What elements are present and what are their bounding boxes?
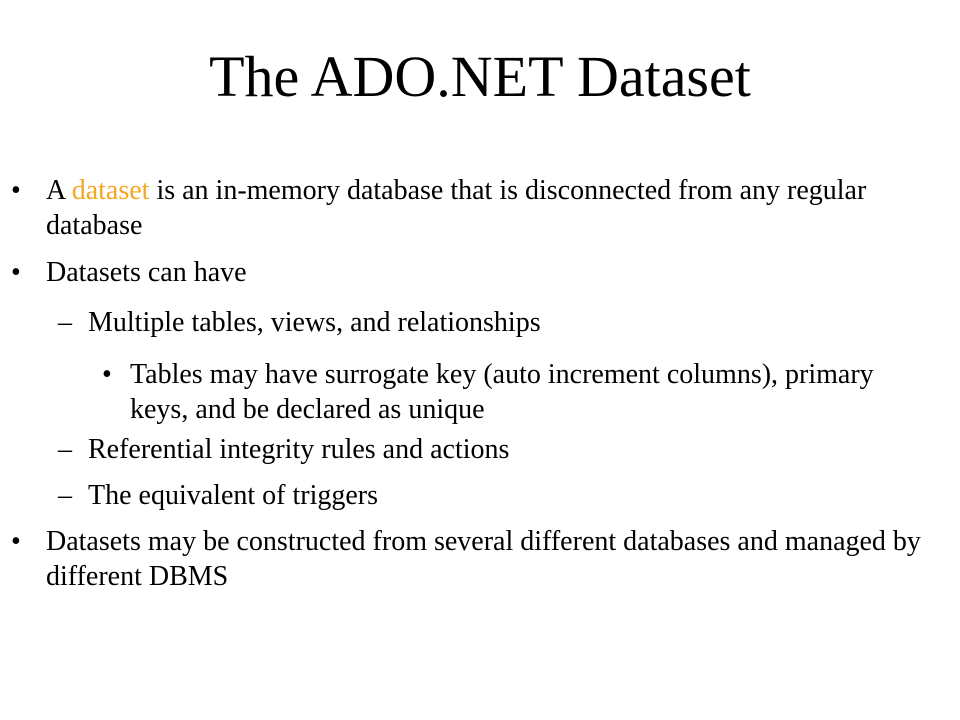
bullet-marker: • <box>11 257 21 288</box>
bullet-text: Tables may have surrogate key (auto increment columns), primary keys, and be declared as unique <box>130 359 874 425</box>
bullet-dataset-definition <box>11 173 926 243</box>
bullet-text: Datasets may be constructed from several different databases and managed by different DBMS <box>46 526 921 592</box>
dash-marker: – <box>58 480 72 511</box>
subbullet-triggers <box>58 478 928 513</box>
bullet-multiple-databases <box>11 524 926 594</box>
subsubbullet-tables-keys <box>102 357 930 427</box>
bullet-text-prefix: A <box>46 175 72 206</box>
dash-marker: – <box>58 434 72 465</box>
bullet-text: The equivalent of triggers <box>88 480 379 511</box>
bullet-text: Multiple tables, views, and relationships <box>88 307 541 338</box>
bullet-text-rest: is an in-memory database that is disconnected from any regular database <box>46 175 867 241</box>
bullet-marker: • <box>102 359 112 390</box>
bullet-marker: • <box>11 526 21 557</box>
subbullet-multiple-tables <box>58 305 928 340</box>
bullet-marker: • <box>11 175 21 206</box>
subbullet-referential-integrity <box>58 432 928 467</box>
slide-title: The ADO.NET Dataset <box>209 44 751 109</box>
bullet-text: Datasets can have <box>46 257 247 288</box>
dash-marker: – <box>58 307 72 338</box>
highlighted-term-dataset: dataset <box>71 175 150 206</box>
bullet-text: Referential integrity rules and actions <box>88 434 510 465</box>
bullet-datasets-can-have <box>11 255 926 290</box>
